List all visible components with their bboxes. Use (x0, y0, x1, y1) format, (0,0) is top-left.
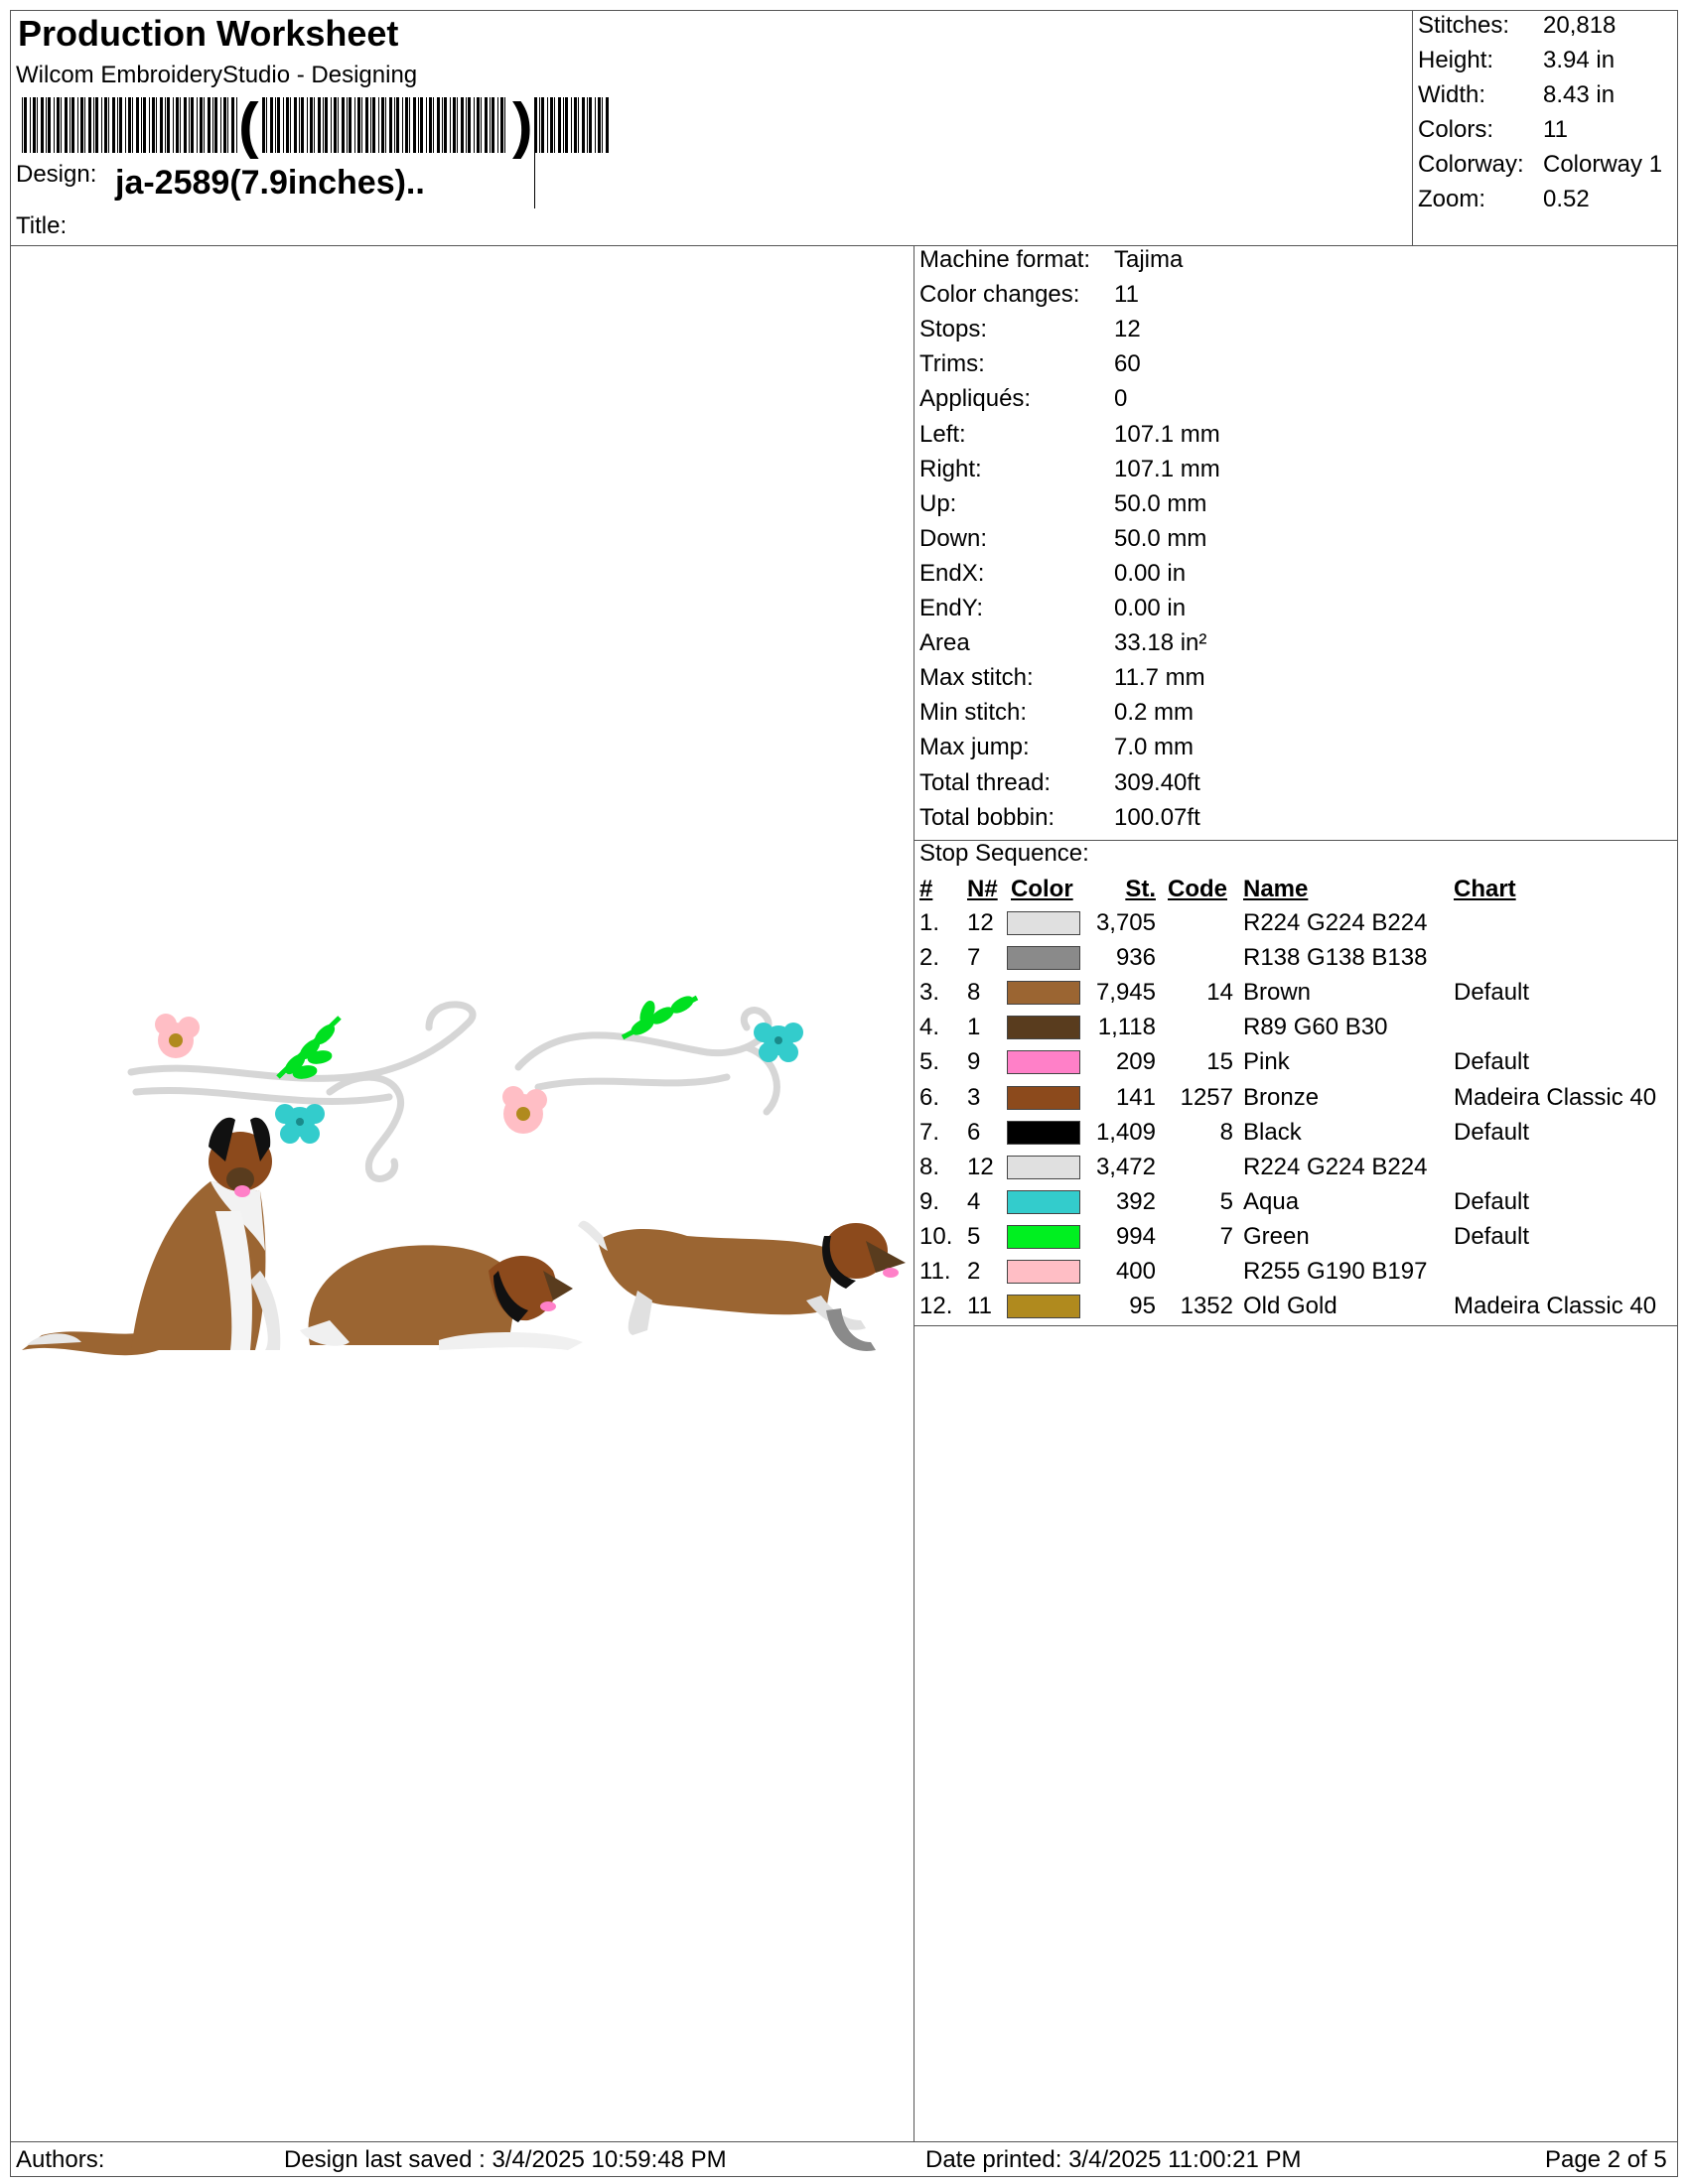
row-needle: 7 (967, 944, 981, 972)
barcode-bar (220, 97, 221, 153)
barcode-bar (595, 97, 596, 153)
barcode-bar (571, 97, 572, 153)
row-stitches: 392 (1115, 1187, 1156, 1215)
row-index: 6. (919, 1083, 940, 1111)
footer-authors: Authors: (16, 2146, 105, 2173)
row-code: 14 (1206, 979, 1233, 1007)
footer-box (10, 2141, 1678, 2177)
row-index: 8. (919, 1153, 940, 1180)
barcode-bar (93, 97, 94, 153)
barcode-bar (554, 97, 555, 153)
barcode-bar (95, 97, 98, 153)
barcode-bar (165, 97, 166, 153)
barcode-right (534, 97, 612, 153)
barcode-bar (589, 97, 592, 153)
leaf-sprig-right (623, 997, 697, 1037)
barcode-bar (277, 97, 280, 153)
row-name: Black (1243, 1118, 1302, 1146)
color-swatch (1007, 1295, 1080, 1318)
barcode-bar (46, 97, 47, 153)
detail-value: 309.40ft (1114, 768, 1200, 796)
row-name: R89 G60 B30 (1243, 1014, 1388, 1041)
color-swatch (1007, 1156, 1080, 1179)
row-stitches: 936 (1115, 944, 1156, 972)
barcode-bar (372, 97, 375, 153)
row-needle: 12 (967, 1153, 994, 1180)
barcode-bar (33, 97, 36, 153)
footer-date-printed: Date printed: 3/4/2025 11:00:21 PM (925, 2146, 1302, 2173)
barcode-bar (24, 97, 27, 153)
barcode-bar (132, 97, 133, 153)
row-stitches: 994 (1115, 1222, 1156, 1250)
barcode-bar (574, 97, 577, 153)
barcode-bar (57, 97, 60, 153)
barcode-bar (349, 97, 352, 153)
barcode-bar (389, 97, 392, 153)
detail-label: Max jump: (919, 734, 1030, 761)
barcode-bar (77, 97, 78, 153)
barcode-bar (497, 97, 498, 153)
col-header-index: # (919, 876, 933, 902)
barcode-bar (208, 97, 211, 153)
barcode-bar (481, 97, 482, 153)
barcode-bar (262, 97, 265, 153)
barcode-bar (426, 97, 427, 153)
barcode-bar (307, 97, 308, 153)
row-needle: 4 (967, 1187, 981, 1215)
row-code: 7 (1219, 1222, 1233, 1250)
barcode-bar (112, 97, 115, 153)
barcode-bar (191, 97, 194, 153)
row-needle: 6 (967, 1118, 981, 1146)
barcode-bar (457, 97, 458, 153)
barcode-bar (405, 97, 408, 153)
design-name: ja-2589(7.9inches).. (115, 164, 425, 202)
summary-label: Stitches: (1418, 12, 1510, 39)
barcode-bar (409, 97, 410, 153)
detail-value: 33.18 in² (1114, 629, 1207, 657)
barcode-bar (314, 97, 315, 153)
detail-label: Color changes: (919, 281, 1080, 309)
barcode-bar (104, 97, 107, 153)
barcode-bar (108, 97, 109, 153)
summary-label: Colorway: (1418, 151, 1524, 178)
barcode-bar (504, 97, 505, 153)
barcode-bar (266, 97, 267, 153)
flower-pink-left (155, 1014, 200, 1058)
barcode-bar (563, 97, 564, 153)
barcode-bar (176, 97, 179, 153)
detail-label: EndY: (919, 595, 984, 621)
barcode-bar (119, 97, 122, 153)
detail-label: Down: (919, 524, 988, 552)
color-swatch (1007, 1190, 1080, 1214)
summary-value: 0.52 (1543, 186, 1590, 212)
flower-aqua-left (275, 1104, 325, 1144)
barcode-bar (117, 97, 118, 153)
barcode-bar (342, 97, 345, 153)
barcode-bar (477, 97, 480, 153)
row-code: 1352 (1180, 1293, 1233, 1320)
barcode-bar (37, 97, 38, 153)
barcode-bar (466, 97, 467, 153)
row-code: 1257 (1180, 1083, 1233, 1111)
color-swatch (1007, 911, 1080, 935)
detail-value: 107.1 mm (1114, 420, 1220, 448)
barcode-bar (184, 97, 187, 153)
row-chart: Madeira Classic 40 (1454, 1083, 1657, 1111)
barcode-bar (500, 97, 503, 153)
detail-value: 0 (1114, 385, 1128, 413)
barcode-bar (152, 97, 155, 153)
barcode-bar (413, 97, 416, 153)
barcode-bar (490, 97, 491, 153)
barcode-bar (200, 97, 203, 153)
barcode-bar (396, 97, 399, 153)
row-code: 15 (1206, 1048, 1233, 1076)
detail-value: 7.0 mm (1114, 734, 1195, 761)
barcode-bar (492, 97, 494, 153)
barcode-bar (88, 97, 91, 153)
barcode-bar (539, 97, 540, 153)
barcode-bar (547, 97, 548, 153)
row-name: R224 G224 B224 (1243, 1153, 1428, 1180)
collie-running (578, 1221, 906, 1351)
barcode-bar (334, 97, 337, 153)
color-swatch (1007, 1016, 1080, 1039)
row-name: Brown (1243, 979, 1312, 1007)
barcode-bar (485, 97, 488, 153)
summary-value: 3.94 in (1543, 47, 1616, 73)
row-needle: 2 (967, 1258, 981, 1285)
barcode-bar (61, 97, 62, 153)
barcode-bar (128, 97, 131, 153)
barcode-bar (136, 97, 139, 153)
row-index: 3. (919, 979, 940, 1007)
detail-value: 0.00 in (1114, 595, 1187, 621)
row-needle: 9 (967, 1048, 981, 1076)
row-name: R224 G224 B224 (1243, 909, 1428, 936)
barcode-bar (370, 97, 371, 153)
barcode-bar (450, 97, 451, 153)
row-code: 5 (1219, 1187, 1233, 1215)
row-chart: Default (1454, 1118, 1530, 1146)
row-stitches: 3,472 (1095, 1153, 1156, 1180)
design-preview (12, 953, 911, 1410)
barcode-bar (418, 97, 419, 153)
barcode-bar (331, 97, 332, 153)
barcode-bar (365, 97, 368, 153)
barcode-bar (338, 97, 339, 153)
row-name: R138 G138 B138 (1243, 944, 1428, 972)
barcode-bar (71, 97, 74, 153)
row-stitches: 95 (1129, 1293, 1156, 1320)
barcode-bar (236, 97, 237, 153)
col-header-name: Name (1243, 876, 1309, 902)
color-swatch (1007, 1086, 1080, 1110)
row-needle: 8 (967, 979, 981, 1007)
row-chart: Default (1454, 1222, 1530, 1250)
color-swatch (1007, 1260, 1080, 1284)
barcode-bar (318, 97, 321, 153)
barcode-bar (275, 97, 276, 153)
row-index: 11. (919, 1258, 951, 1285)
barcode-bar (141, 97, 142, 153)
detail-label: EndX: (919, 559, 985, 587)
row-index: 7. (919, 1118, 940, 1146)
barcode-bar (444, 97, 447, 153)
summary-label: Zoom: (1418, 186, 1486, 212)
barcode-open-paren: ( (238, 91, 259, 160)
col-header-code: Code (1168, 876, 1227, 902)
stop-sequence-label: Stop Sequence: (919, 840, 1089, 867)
row-stitches: 209 (1115, 1048, 1156, 1076)
barcode-bar (214, 97, 217, 153)
detail-value: 60 (1114, 350, 1141, 378)
barcode-bar (84, 97, 85, 153)
barcode-bar (385, 97, 386, 153)
barcode-bar (420, 97, 423, 153)
barcode-bar (602, 97, 603, 153)
row-index: 12. (919, 1293, 953, 1320)
row-needle: 5 (967, 1222, 981, 1250)
barcode-bar (534, 153, 535, 208)
row-name: Green (1243, 1222, 1310, 1250)
detail-label: Right: (919, 455, 982, 482)
color-swatch (1007, 1225, 1080, 1249)
detail-label: Area (919, 629, 970, 657)
row-name: R255 G190 B197 (1243, 1258, 1428, 1285)
collie-sitting (22, 1118, 280, 1355)
barcode-bar (101, 97, 102, 153)
color-swatch (1007, 981, 1080, 1005)
collie-lying (300, 1245, 583, 1350)
row-stitches: 141 (1115, 1083, 1156, 1111)
software-name: Wilcom EmbroideryStudio - Designing (16, 62, 418, 88)
detail-label: Left: (919, 420, 966, 448)
detail-value: 100.07ft (1114, 803, 1200, 831)
row-stitches: 3,705 (1095, 909, 1156, 936)
detail-label: Machine format: (919, 246, 1091, 273)
row-chart: Default (1454, 1048, 1530, 1076)
detail-value: Tajima (1114, 246, 1184, 273)
barcode-bar (290, 97, 291, 153)
barcode-bar (461, 97, 464, 153)
detail-label: Stops: (919, 316, 988, 343)
blank-panel (914, 1325, 1678, 2142)
barcode-bar (65, 97, 68, 153)
row-index: 4. (919, 1014, 940, 1041)
detail-label: Max stitch: (919, 664, 1034, 692)
barcode-bar (474, 97, 475, 153)
detail-value: 107.1 mm (1114, 455, 1220, 482)
row-stitches: 1,409 (1095, 1118, 1156, 1146)
barcode-bar (468, 97, 471, 153)
barcode-bar (48, 97, 51, 153)
barcode-bar (125, 97, 126, 153)
summary-value: 20,818 (1543, 12, 1617, 39)
barcode-bar (286, 97, 289, 153)
barcode-bar (325, 97, 328, 153)
row-stitches: 400 (1115, 1258, 1156, 1285)
detail-value: 50.0 mm (1114, 489, 1207, 517)
barcode-bar (598, 97, 601, 153)
col-header-stitches: St. (1125, 876, 1156, 902)
barcode-bar (323, 97, 324, 153)
row-index: 10. (919, 1222, 953, 1250)
barcode-bar (378, 97, 379, 153)
barcode-bar (189, 97, 190, 153)
barcode-bar (347, 97, 348, 153)
barcode-bar (299, 97, 300, 153)
barcode-bar (80, 97, 83, 153)
row-index: 9. (919, 1187, 940, 1215)
barcode-bar (442, 97, 443, 153)
barcode-bar (294, 97, 297, 153)
row-needle: 3 (967, 1083, 981, 1111)
barcode-bar (381, 97, 384, 153)
summary-value: 11 (1543, 116, 1568, 143)
detail-value: 0.00 in (1114, 559, 1187, 587)
barcode-bar (587, 97, 588, 153)
barcode-bar (180, 97, 181, 153)
barcode-bar (361, 97, 362, 153)
col-header-needle: N# (967, 876, 998, 902)
footer-last-saved: Design last saved : 3/4/2025 10:59:48 PM (284, 2146, 727, 2173)
barcode-bar (541, 97, 544, 153)
barcode-bar (578, 97, 579, 153)
leaf-sprig-left (278, 1018, 340, 1078)
barcode-bar (558, 97, 561, 153)
barcode-bar (453, 97, 456, 153)
detail-label: Trims: (919, 350, 985, 378)
row-name: Bronze (1243, 1083, 1320, 1111)
col-header-chart: Chart (1454, 876, 1516, 902)
barcode-bar (310, 97, 313, 153)
barcode-bar (283, 97, 284, 153)
design-label: Design: (16, 161, 97, 188)
barcode-bar (30, 97, 31, 153)
barcode-bar (437, 97, 440, 153)
barcode-bar (550, 97, 553, 153)
summary-label: Colors: (1418, 116, 1494, 143)
row-name: Aqua (1243, 1187, 1300, 1215)
detail-value: 0.2 mm (1114, 699, 1195, 727)
barcode-bar (156, 97, 157, 153)
barcode-bar (394, 97, 395, 153)
barcode-bar (582, 97, 585, 153)
row-index: 1. (919, 909, 940, 936)
barcode-bar (227, 97, 228, 153)
row-index: 2. (919, 944, 940, 972)
barcode-bar (160, 97, 163, 153)
detail-label: Appliqués: (919, 385, 1032, 413)
barcode-bar (149, 97, 150, 153)
col-header-color: Color (1011, 876, 1073, 902)
row-stitches: 7,945 (1095, 979, 1156, 1007)
detail-value: 11.7 mm (1114, 664, 1205, 692)
barcode-bar (197, 97, 198, 153)
barcode-bar (212, 97, 213, 153)
row-needle: 11 (967, 1293, 992, 1320)
barcode-bar (41, 97, 44, 153)
row-chart: Default (1454, 1187, 1530, 1215)
barcode-bar (606, 97, 609, 153)
detail-label: Total bobbin: (919, 803, 1055, 831)
color-swatch (1007, 946, 1080, 970)
barcode-bar (143, 97, 146, 153)
barcode-bar (167, 97, 170, 153)
barcode-left (22, 97, 238, 153)
barcode-bar (534, 97, 537, 153)
barcode-bar (22, 97, 23, 153)
detail-label: Total thread: (919, 768, 1052, 796)
barcode-bar (402, 97, 403, 153)
barcode-bar (223, 97, 226, 153)
summary-label: Width: (1418, 81, 1486, 108)
page-title: Production Worksheet (18, 13, 399, 54)
barcode-middle (262, 97, 510, 153)
row-chart: Madeira Classic 40 (1454, 1293, 1657, 1320)
barcode-close-paren: ) (512, 91, 533, 160)
barcode-bar (54, 97, 55, 153)
summary-value: Colorway 1 (1543, 151, 1663, 178)
summary-value: 8.43 in (1543, 81, 1616, 108)
detail-value: 11 (1114, 281, 1139, 309)
barcode-bar (357, 97, 360, 153)
color-swatch (1007, 1121, 1080, 1145)
row-code: 8 (1219, 1118, 1233, 1146)
barcode-bar (301, 97, 304, 153)
row-stitches: 1,118 (1097, 1014, 1156, 1041)
barcode-bar (433, 97, 434, 153)
barcode-bar (270, 97, 273, 153)
barcode-bar (565, 97, 568, 153)
detail-label: Up: (919, 489, 957, 517)
barcode-bar (429, 97, 432, 153)
summary-label: Height: (1418, 47, 1494, 73)
title-label: Title: (16, 212, 68, 239)
row-index: 5. (919, 1048, 940, 1076)
barcode-bar (231, 97, 234, 153)
flower-pink-middle (502, 1086, 547, 1134)
detail-value: 50.0 mm (1114, 524, 1207, 552)
row-needle: 1 (967, 1014, 981, 1041)
barcode-bar (354, 97, 355, 153)
detail-label: Min stitch: (919, 699, 1028, 727)
row-chart: Default (1454, 979, 1530, 1007)
row-needle: 12 (967, 909, 994, 936)
row-name: Pink (1243, 1048, 1290, 1076)
barcode-bar (204, 97, 205, 153)
barcode-bar (173, 97, 174, 153)
detail-value: 12 (1114, 316, 1141, 343)
color-swatch (1007, 1050, 1080, 1074)
row-name: Old Gold (1243, 1293, 1337, 1320)
footer-page-number: Page 2 of 5 (1545, 2146, 1667, 2173)
